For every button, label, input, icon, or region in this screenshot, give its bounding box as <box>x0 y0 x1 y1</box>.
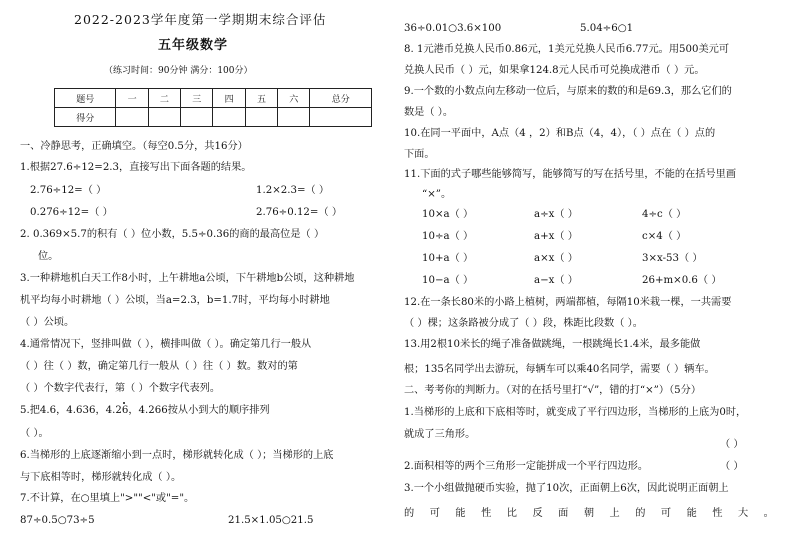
question-11-line-1: 11.下面的式子哪些能够简写，能够简写的写在括号里，不能的在括号里画 <box>404 169 737 180</box>
judge-3-char: 的 <box>635 508 646 519</box>
question-7c: 36÷0.01○3.6×100 <box>404 23 502 34</box>
question-1b: 1.2×2.3=（ ） <box>256 185 330 196</box>
question-4-line-1: 4.通常情况下，竖排叫做（ ），横排叫做（ ）。确定第几行一般从 <box>20 339 312 350</box>
score-cell[interactable] <box>181 108 213 127</box>
score-header-cell: 总分 <box>310 89 372 108</box>
question-5-text-start: 5.把4.6，4.636，4.2 <box>20 405 122 416</box>
question-6-line-2: 与下底相等时，梯形就转化成（ ）。 <box>20 472 182 483</box>
question-7b: 21.5×1.05○21.5 <box>228 515 314 526</box>
repeating-decimal-digit: 6 <box>121 405 129 416</box>
question-11-item: 3×x-53（ ） <box>642 253 703 264</box>
question-5-line-2: （ ）。 <box>20 428 49 439</box>
judge-3-char: 大 <box>737 508 749 519</box>
question-11-item: 10+a（ ） <box>422 253 474 264</box>
question-1c: 0.276÷12=（ ） <box>30 207 113 218</box>
judge-3-line-1: 3.一个小组做抛硬币实验，抛了10次，正面朝上6次，因此说明正面朝上 <box>404 483 729 494</box>
judge-3-char: 性 <box>481 508 492 519</box>
question-5-line-1 <box>20 404 270 418</box>
question-11-item: 10÷a（ ） <box>422 231 474 242</box>
question-13-line-1: 13.用2根10米长的绳子准备做跳绳，一根跳绳长1.4米，最多能做 <box>404 339 701 350</box>
score-row-label: 得分 <box>55 108 116 127</box>
question-8-line-2: 兑换人民币（ ）元，如果拿124.8元人民币可兑换成港币（ ）元。 <box>404 65 705 76</box>
question-11-item: 10×a（ ） <box>422 209 474 220</box>
question-1d: 2.76÷0.12=（ ） <box>256 207 343 218</box>
question-11-item: a×x（ ） <box>534 253 578 264</box>
judge-1-line-1: 1.当梯形的上底和下底相等时，就变成了平行四边形，当梯形的上底为0时， <box>404 407 747 418</box>
question-1: 1.根据27.6÷12=2.3，直接写出下面各题的结果。 <box>20 162 252 173</box>
question-7d: 5.04÷6○1 <box>580 23 634 34</box>
question-11-item: 10−a（ ） <box>422 275 474 286</box>
question-3-line-1: 3.一种耕地机白天工作8小时，上午耕地a公顷，下午耕地b公顷，这种耕地 <box>20 273 355 284</box>
question-5-text-end: ，4.266按从小到大的顺序排列 <box>128 405 270 416</box>
score-header-cell: 二 <box>148 89 180 108</box>
score-cell[interactable] <box>278 108 310 127</box>
judge-2: 2.面积相等的两个三角形一定能拼成一个平行四边形。 <box>404 461 649 472</box>
score-cell[interactable] <box>310 108 372 127</box>
section-1-heading: 一、冷静思考，正确填空。（每空0.5分，共16分） <box>20 141 248 152</box>
question-1a: 2.76÷12=（ ） <box>30 185 107 196</box>
question-12-line-1: 12.在一条长80米的小路上植树，两端都植，每隔10米栽一棵，一共需要 <box>404 297 732 308</box>
score-cell[interactable] <box>213 108 245 127</box>
exam-title: 2022-2023学年度第一学期期末综合评估 <box>74 12 327 27</box>
question-9-line-1: 9.一个数的小数点向左移动一位后，与原来的数的和是69.3，那么它们的 <box>404 86 732 97</box>
question-4-line-3: （ ）个数字代表行，第（ ）个数字代表列。 <box>20 383 221 394</box>
question-4-line-2: （ ）往（ ）数，确定第几行一般从（ ）往（ ）数。数对的第 <box>20 361 298 372</box>
question-2-line-2: 位。 <box>38 251 59 262</box>
score-table-score-row <box>55 108 372 127</box>
question-8-line-1: 8. 1元港币兑换人民币0.86元，1美元兑换人民币6.77元。用500美元可 <box>404 44 730 55</box>
score-table-header-row <box>55 89 372 108</box>
judge-3-char: 能 <box>686 508 697 519</box>
judge-1-line-2: 就成了三角形。 <box>404 429 476 440</box>
question-11-item: 26+m×0.6（ ） <box>642 275 722 286</box>
exam-info: （练习时间：90分钟 满分：100分） <box>104 66 253 76</box>
question-10-line-1: 10.在同一平面中，A点（4 ，2）和B点（4，4），（ ）点在（ ）点的 <box>404 128 716 139</box>
judge-3-char: 的 <box>404 508 415 519</box>
score-header-cell: 六 <box>278 89 310 108</box>
score-header-cell: 题号 <box>55 89 116 108</box>
score-cell[interactable] <box>116 108 148 127</box>
judge-1-answer-paren[interactable]: （ ） <box>720 439 744 450</box>
question-10-line-2: 下面。 <box>404 149 435 160</box>
right-column <box>402 0 780 550</box>
question-11-line-2: “×”。 <box>422 189 452 200</box>
score-header-cell: 三 <box>181 89 213 108</box>
judge-3-char: 可 <box>429 508 440 519</box>
question-11-item: 4÷c（ ） <box>642 209 687 220</box>
judge-3-char: 反 <box>532 508 543 519</box>
question-13-line-2: 根；135名同学出去游玩，每辆车可以乘40名同学，需要（ ）辆车。 <box>404 364 715 375</box>
judge-3-char: 可 <box>660 508 672 519</box>
judge-3-char: 比 <box>506 508 517 519</box>
score-header-cell: 四 <box>213 89 245 108</box>
question-9-line-2: 数是（ ）。 <box>404 107 454 118</box>
exam-subject: 五年级数学 <box>158 38 229 53</box>
judge-3-char: 。 <box>763 508 774 519</box>
section-2-heading: 二、考考你的判断力。（对的在括号里打“√”，错的打“×”）（5分） <box>404 385 702 396</box>
question-11-item: a−x（ ） <box>534 275 578 286</box>
left-column <box>16 0 394 550</box>
judge-3-char: 面 <box>558 508 569 519</box>
question-3-line-2: 机平均每小时耕地（ ）公顷，当a=2.3，b=1.7时，平均每小时耕地 <box>20 295 330 306</box>
question-6-line-1: 6.当梯形的上底逐渐缩小到一点时，梯形就转化成（ ）；当梯形的上底 <box>20 450 334 461</box>
score-header-cell: 五 <box>245 89 277 108</box>
question-11-item: c×4（ ） <box>642 231 687 242</box>
judge-3-char: 朝 <box>583 508 594 519</box>
score-cell[interactable] <box>245 108 277 127</box>
question-12-line-2: （ ）棵；这条路被分成了（ ）段，株距比段数（ ）。 <box>404 318 643 329</box>
score-table <box>54 88 372 127</box>
question-11-item: a+x（ ） <box>534 231 578 242</box>
question-3-line-3: （ ）公顷。 <box>20 317 75 328</box>
question-7: 7.不计算，在○里填上">""<"或"="。 <box>20 493 195 504</box>
judge-2-answer-paren[interactable]: （ ） <box>720 461 744 472</box>
judge-3-char: 能 <box>455 508 466 519</box>
question-11-item: a÷x（ ） <box>534 209 578 220</box>
question-2-line-1: 2. 0.369×5.7的积有（ ）位小数，5.5÷0.36的商的最高位是（ ） <box>20 229 325 240</box>
question-7a: 87÷0.5○73÷5 <box>20 515 95 526</box>
score-header-cell: 一 <box>116 89 148 108</box>
judge-3-line-2 <box>404 504 774 519</box>
judge-3-char: 上 <box>609 508 620 519</box>
score-cell[interactable] <box>148 108 180 127</box>
judge-3-char: 性 <box>712 508 723 519</box>
